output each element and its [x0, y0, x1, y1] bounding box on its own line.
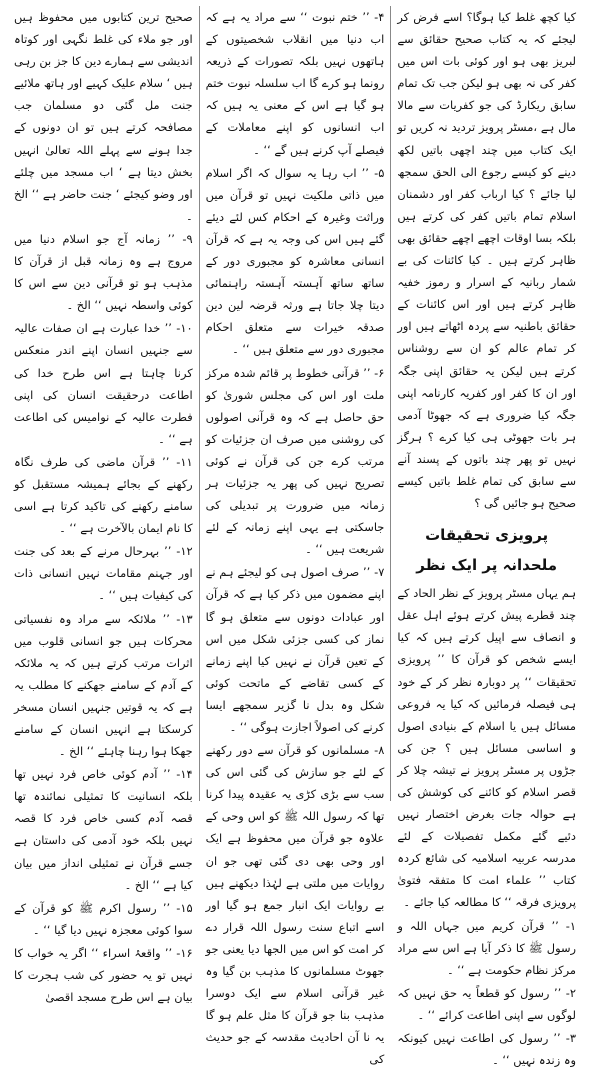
column-middle: [200, 6, 392, 1067]
paragraph: ۶- ’’ قرآنی خطوط پر قائم شدہ مرکز ملت اور اس کی مجلس شوریٰ کو حق حاصل ہے کہ وہ قرآنی اصولوں کی روشنی میں صرف ان جزئیات کو مرتب کرے جن کی قرآن نے کوئی تصریح نہیں کی پھر یہ جزئیات ہر زمانہ میں ضرورت پر تبدیلی کی جاسکتی ہے یہی اپنے زمانہ کے لئے شریعت ہیں ‘‘ ۔: [205, 365, 385, 557]
paragraph: ۲- ’’ رسول کو قطعاً یہ حق نہیں کہ لوگوں سے اپنی اطاعت کرائے ‘‘ ۔: [397, 985, 576, 1022]
column-left: [8, 6, 200, 1005]
paragraph: ۱۶- ’’ واقعۂ اسراء ‘‘ اگر یہ خواب کا نہیں تو یہ حضور کی شب ہجرت کا بیان ہے اس طرح مسجد اقصیٰ: [13, 945, 193, 1005]
paragraph: ۱- ’’ قرآن کریم میں جہاں اللہ و رسول ﷺ کا ذکر آیا ہے اس سے مراد مرکز نظام حکومت ہے ‘‘ ۔: [397, 918, 576, 977]
column-right: [391, 6, 582, 1068]
paragraph: ۵- ’’ اب رہا یہ سوال کہ اگر اسلام میں ذاتی ملکیت نہیں تو قرآن میں وراثت وغیرہ کے احکام کس لئے دیئے گئے ہیں اس کی وجہ یہ ہے کہ قرآن انسانی معاشرہ کو مجبوری دور کے ساتھ ساتھ آہستہ آہستہ راہنمائی دیتا چلا جاتا ہے ورثہ قرضہ لین دین صدقہ خیرات سے متعلق احکام مجبوری دور سے متعلق ہیں ‘‘ ۔: [205, 165, 385, 357]
paragraph: ۱۴- ’’ آدم کوئی خاص فرد نہیں تھا بلکہ انسانیت کا تمثیلی نمائندہ تھا قصہ آدم کسی خاص فرد کا قصہ نہیں بلکہ خود آدمی کی داستان ہے جسے قرآن نے تمثیلی انداز میں بیان کیا ہے ‘‘ الخ ۔: [13, 767, 193, 892]
section-heading: پرویزی تحقیقات ملحدانہ پر ایک نظر: [416, 526, 558, 575]
paragraph: ۳- ’’ رسول کی اطاعت نہیں کیونکہ وہ زندہ نہیں ‘‘ ۔: [397, 1031, 576, 1068]
paragraph: کیا کچھ غلط کیا ہوگا؟ اسے فرض کر لیجئے کہ یہ کتاب صحیح حقائق سے لبریز بھی ہو اور کوئی بات اس میں کفر کی نہ بھی ہو لیکن جب تک تمام سابق ریکارڈ کی جو کفریات سے مالا مال ہے ،مسٹر پرویز تردید نہ کریں تو ایک کتاب میں چند اچھی باتیں لکھ دینے کو کیسے رجوع الی الحق سمجھ لیا جائے ؟ کیا ارباب کفر اور دشمنان اسلام تمام باتیں کفر کی کرتے ہیں بلکہ بسا اوقات اچھے اچھے حقائق بھی ظاہر کرتے ہیں ۔ کیا کائنات کی بے شمار ربانیہ کے اسرار و رموز خفیہ ظاہر کرتے ہیں اور اس کائنات کے حقائق باطنیہ سے پردہ اٹھاتے ہیں اور کر تمام عالم کو ان سے روشناس کرتے ہیں لیکن یہ حقائق اپنی جگہ اور ان کا کفر اور کفریہ کارنامہ اپنی جگہ کیا ضروری ہے کہ جھوٹا آدمی ہر بات جھوٹی ہی کیا کرے ؟ ہرگز نہیں تو پھر چند باتوں کے پسند آنے سے سابق کی تمام غلط باتیں کیسے صحیح ہو جائیں گی ؟: [397, 10, 576, 511]
text-columns: [8, 6, 582, 1068]
paragraph: ہم یہاں مسٹر پرویز کے نظر الحاد کے چند قطرے پیش کرتے ہوئے اہل عقل و انصاف سے اپیل کرتے ہیں کہ کیا ایسے شخص کو قرآن کا ’’ پرویزی تحقیقات ‘‘ پر دوبارہ نظر کر کے خود ہی فیصلہ فرمائیں کہ کیا یہ فروعی مسائل ہیں یا اسلام کے بنیادی اصول و اساسی مسائل ہیں ؟ جن کی جڑوں پر مسٹر پرویز نے تیشہ چلا کر قصر اسلام کو کائنے کی کوشش کی ہے حوالہ جات بغرض اختصار نہیں دئیے گئے مکمل تفصیلات کے لئے مدرسہ عربیہ اسلامیہ کی شائع کردہ کتاب ’’ علماء امت کا متفقہ فتویٰ پرویزی فرقہ ‘‘ کا مطالعہ کیا جائے ۔: [397, 586, 576, 910]
paragraph: ۷- ’’ صرف اصول ہی کو لیجئے ہم نے اپنے مضمون میں ذکر کیا ہے کہ قرآن اور عبادات دونوں سے متعلق ہو گا نماز کی کسی جزئی شکل میں اس کے تعین قرآن نے نہیں کیا اپنے زمانے کے کسی تقاضے کے ماتحت کوئی شکل وہ بدل نا گزیر سمجھے ایسا کرنے کی اصولاً اجازت ہوگی ‘‘ ۔: [205, 565, 385, 734]
paragraph: ۴- ’’ ختم نبوت ‘‘ سے مراد یہ ہے کہ اب دنیا میں انقلاب شخصیتوں کے ہاتھوں نہیں بلکہ تصورات کے ذریعہ رونما ہو کرے گا اب سلسلہ نبوت ختم ہو گیا ہے اس کے معنی یہ ہیں کہ اب انسانوں کو اپنے معاملات کے فیصلے آپ کرنے ہیں گے ‘‘ ۔: [205, 10, 385, 157]
paragraph: ۱۵- ’’ رسول اکرم ﷺ کو قرآن کے سوا کوئی معجزہ نہیں دیا گیا ‘‘ ۔: [13, 900, 193, 937]
paragraph: ۱۱- ’’ قرآن ماضی کی طرف نگاہ رکھنے کے بجائے ہمیشہ مستقبل کو سامنے رکھنے کی تاکید کرتا ہے اسی کا نام ایمان بالآخرت ہے ‘‘ ۔: [13, 454, 193, 536]
paragraph: ۱۲- ’’ بہرحال مرنے کے بعد کی جنت اور جہنم مقامات نہیں انسانی ذات کی کیفیات ہیں ‘‘ ۔: [13, 544, 193, 603]
paragraph: ۸- مسلمانوں کو قرآن سے دور رکھنے کے لئے جو سازش کی گئی اس کی سب سے بڑی کڑی یہ عقیدہ پیدا کرنا تھا کہ رسول اللہ ﷺ کو اس وحی کے علاوہ جو قرآن میں محفوظ ہے ایک اور وحی بھی دی گئی تھی جو ان روایات میں ملتی ہے لہٰذا دیکھنے ہیں بے روایات ایک انبار جمع ہو گیا اور اسے اتباع سنت رسول اللہ قرار دے کر امت کو اس میں الجھا دیا یعنی جو جھوٹ مسلمانوں کا مذہب بن گیا وہ غیر قرآنی اسلام سے ایک دوسرا مذہب بنا جو قرآن کا مثل علم ہو گا یہ نا آن احادیث مقدسہ کے جو حدیث کی: [205, 743, 385, 1067]
paragraph: ۱۳- ’’ ملائکہ سے مراد وہ نفسیاتی محرکات ہیں جو انسانی قلوب میں اثرات مرتب کرتے ہیں کہ یہ ملائکہ کے آدم کے سامنے جھکنے کا مطلب یہ ہے کہ یہ قوتیں جنہیں انسان مسخر کرسکتا ہے انہیں انسان کے سامنے جھکا ہوا رہنا چاہئے ‘‘ الخ ۔: [13, 611, 193, 759]
paragraph: ۱۰- ’’ خدا عبارت ہے ان صفات عالیہ سے جنہیں انسان اپنے اندر منعکس کرنا چاہتا ہے اس طرح خدا کی اطاعت درحقیقت انسان کی اپنی فطرت عالیہ کے نوامیس کی اطاعت ہے ‘‘ ۔: [13, 321, 193, 446]
paragraph: صحیح ترین کتابوں میں محفوظ ہیں اور جو ملاء کی غلط نگہی اور کوتاہ اندیشی سے ہمارے دین کا جز بن رہی ہیں ‘ سلام علیک کہیے اور ہاتھ ملائیے جنت مل گئی دو مسلمان جب مصافحہ کرتے ہیں تو ان دونوں کے جدا ہونے سے پہلے اللہ تعالیٰ انہیں بخش دیتا ہے ‘ اب مسجد میں چلئے اور وضو کیجئے ‘ جنت حاضر ہے ‘‘ الخ ۔: [13, 10, 193, 223]
paragraph: ۹- ’’ زمانہ آج جو اسلام دنیا میں مروج ہے وہ زمانہ قبل از قرآن کا مذہب ہو تو قرآنی دین سے اس کا کوئی واسطہ نہیں ‘‘ الخ ۔: [13, 231, 193, 313]
